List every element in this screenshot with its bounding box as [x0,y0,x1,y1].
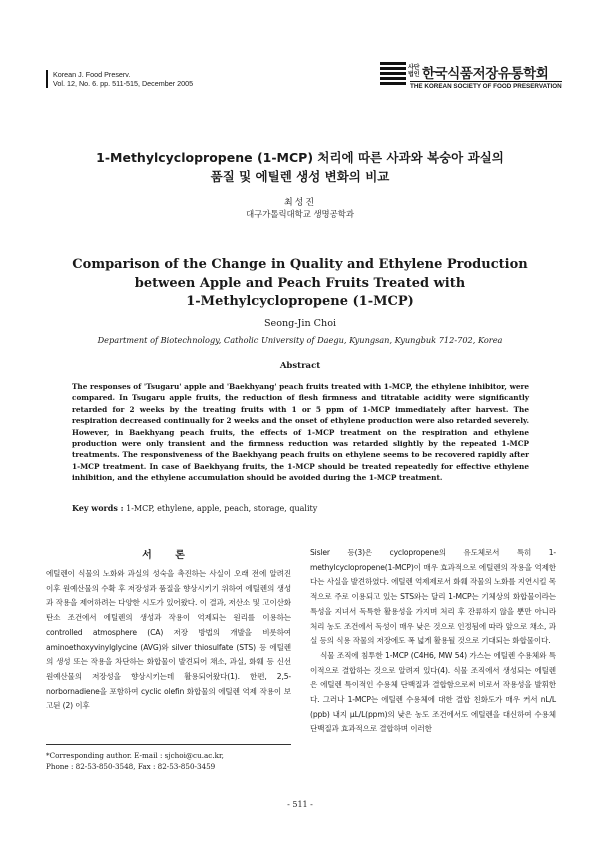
english-author: Seong-Jin Choi [263,318,337,329]
korean-title [0,148,600,186]
abstract-heading: Abstract [279,361,321,371]
journal-volume: Vol. 12, No. 6. pp. 511-515, December 2005 [53,79,194,88]
intro-left-text: 에틸렌이 식물의 노화와 과실의 성숙을 촉진하는 사실이 오래 전에 알려진 이후 원예산물의 수확 후 저장성과 품질을 향상시키기 위하여 에틸렌의 생성과 작용을 제어하려는 다양한 시도가 있어왔다. 이 결과, 저산소 및 고이산화탄소 조건에서 에틸렌의 생성과 작용이 억제되는 원리를 이용하는 controlled atmosphere (CA) 저장 방법의 개발을 비롯하여 aminoethoxyvinylglycine (AVG)와 silver thiosulfate (STS) 등 에틸렌의 생성 또는 작용을 차단하는 화합물이 발견되어 채소, 과실, 화훼 등 신선 원예산물의 저장성을 향상시키는데 활용되어왔다(1). 한편, 2,5-norbornadiene을 포함하여 cyclic olefin 화합물의 에틸렌 억제 작용이 보고된 (2) 이후 [46,569,291,711]
korean-title-line2: 품질 및 에틸렌 생성 변화의 비교 [210,169,390,184]
keywords-text: 1-MCP, ethylene, apple, peach, storage, quality [126,504,318,513]
english-title-line1: Comparison of the Change in Quality and Ethylene Production [72,257,528,272]
keywords-label: Key words : [72,503,124,513]
korean-title-line1: 1-Methylcyclopropene (1-MCP) 처리에 따른 사과와 복숭아 과실의 [96,150,504,165]
society-logo-block [380,62,562,94]
intro-heading: 서 론 [142,550,195,561]
english-affiliation: Department of Biotechnology, Catholic University of Daegu, Kyungsan, Kyungbuk 712-702, Korea [97,335,503,345]
intro-right-paragraph-2: 식물 조직에 침투한 1-MCP (C4H6, MW 54) 가스는 에틸렌 수용체와 특이적으로 결합하는 것으로 알려져 있다(4). 식물 조직에서 생성되는 에틸렌은 에틸렌 특이적인 수용체 단백질과 결합함으로써 비로서 작용성을 발휘한다. 그러나 1-MCP는 에틸렌 수용체에 대한 결합 친화도가 매우 커서 nL/L (ppb) 내지 μL/L(ppm)의 낮은 농도 조건에서도 에틸렌을 대신하여 수용체 단백질과 효과적으로 결합하며 이러한 [310,650,556,734]
journal-citation [46,70,193,88]
intro-right-paragraph-1: Sisler 등(3)은 cyclopropene의 유도체로서 특히 1-methylcyclopropene(1-MCP)이 매우 효과적으로 에틸렌의 작용을 억제한다는 사실을 발견하였다. 에틸렌 억제제로서 화훼 작물의 노화를 지연시킬 목적으로 주로 이용되고 있는 STS와는 달리 1-MCP는 기체상의 화합물이라는 특성을 지녀서 독특한 활용성을 가지며 처리 후 잔류하지 않을 뿐만 아니라 처리 농도 조건에서 독성이 매우 낮은 것으로 인정됨에 따라 앞으로 채소, 과실 등의 식용 작물의 저장에도 폭 넓게 활용될 것으로 기대되는 화합물이다. [310,548,556,646]
corresponding-author-footnote [46,744,291,772]
page-number: - 511 - [287,800,313,809]
society-logo-icon [380,62,406,88]
korean-affiliation: 대구가톨릭대학교 생명공학과 [246,209,354,219]
journal-name: Korean J. Food Preserv. [53,70,131,79]
abstract-text: The responses of 'Tsugaru' apple and 'Baekhyang' peach fruits treated with 1-MCP, the ethylene inhibitor, were compared. In Tsugaru apple fruits, the reduction of flesh firmness and titratable acidity were significantly retarded for 2 weeks by the treating fruits with 1 or 5 ppm of 1-MCP immediately after harvest. The respiration decreased continually for 2 weeks and the onset of ethylene production were also retarded severely. However, in Baekhyang peach fruits, the effects of 1-MCP treatment on the respiration and ethylene production were only transient and the firmness reduction was retarded slightly by the repeated 1-MCP treatments. The responsiveness of the Baekhyang peach fruits on ethylene seems to be recovered rapidly after 1-MCP treatment. In case of Baekhyang fruits, the 1-MCP should be treated repeatedly for effective ethylene inhibition, and the ethylene accumulation should be avoided during the 1-MCP treatment. [72,382,529,483]
right-column [310,546,556,737]
korean-author: 최성진 [283,198,317,208]
society-korean-name: 한국식품저장유통학회 [422,66,549,82]
keywords [72,503,317,513]
left-column [46,546,291,714]
footnote-line2: Phone : 82-53-850-3548, Fax : 82-53-850-3459 [46,762,216,771]
footnote-line1: *Corresponding author. E-mail : sjchoi@cu.ac.kr, [46,751,224,760]
society-english-name: THE KOREAN SOCIETY OF FOOD PRESERVATION [410,83,562,90]
english-title-line2: between Apple and Peach Fruits Treated with [134,275,466,291]
english-title-line3: 1-Methylcyclopropene (1-MCP) [186,294,414,309]
english-title [0,256,600,312]
society-tag: 사단법인 [408,64,420,78]
